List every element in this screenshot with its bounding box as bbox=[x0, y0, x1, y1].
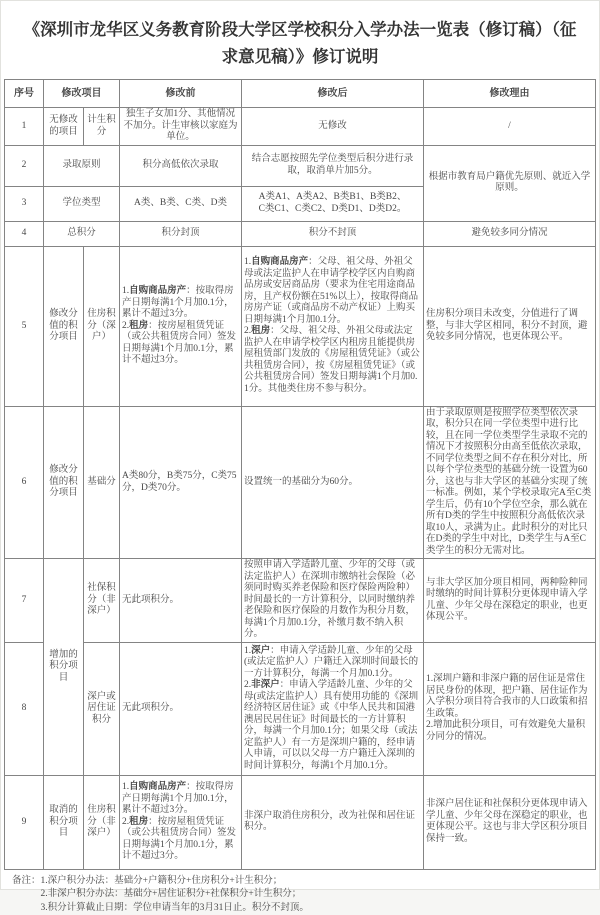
table-cell: 积分封顶 bbox=[120, 221, 242, 246]
notes-label: 备注： bbox=[12, 875, 41, 886]
table-cell: 1.自购商品房产：父母、祖父母、外祖父母或法定监护人在申请学校学区内自购商品房或安居商品房（要求为住宅用途商品房，且产权份额在51%以上），按取得商品房房产证（或商品房不动产权证）上购买日期每满1个月加0.1分。 2.租房：父母、祖父母、外祖父母或法定监护人在申请学校学区内租房且能提供房屋租赁部门发放的《房屋租赁凭证》（或公共租赁房合同），按《房屋租赁凭证》（或公共租赁房合同）签发日期每满1个月加0.1分。其他类住房不参与积分。 bbox=[242, 246, 424, 406]
table-cell: 积分高低依次录取 bbox=[120, 145, 242, 186]
table-cell: 7 bbox=[5, 559, 44, 643]
table-cell: 2 bbox=[5, 145, 44, 186]
table-row bbox=[5, 406, 596, 559]
table-cell: A类、B类、C类、D类 bbox=[120, 186, 242, 221]
table-cell: 独生子女加1分、其他情况不加分。计生审核以家庭为单位。 bbox=[120, 108, 242, 146]
table-cell: 与非大学区加分项目相同，两种险种同时缴纳的时间计算积分更体现申请入学儿童、少年父母在深稳定的职业，也更体现公平。 bbox=[424, 559, 596, 643]
table-cell: 8 bbox=[5, 642, 44, 775]
table-cell: 设置统一的基础分为60分。 bbox=[242, 406, 424, 559]
table-cell: / bbox=[424, 108, 596, 146]
note-item: 3.积分计算截止日期：学位申请当年的3月31日止。积分不封顶。 bbox=[40, 902, 309, 913]
table-row bbox=[5, 108, 596, 146]
table-cell: 住房积分（非深户） bbox=[84, 775, 120, 869]
column-header-after: 修改后 bbox=[242, 80, 424, 108]
table-cell: 社保积分（非深户） bbox=[84, 559, 120, 643]
table-cell: 非深户取消住房积分，改为社保和居住证积分。 bbox=[242, 775, 424, 869]
note-item: 1.深户积分办法：基础分+户籍积分+住房积分+计生积分； bbox=[40, 875, 283, 886]
table-cell: 非深户居住证和社保积分更体现申请入学儿童、少年父母在深稳定的职业，也更体现公平。这也与非大学区积分项目保持一致。 bbox=[424, 775, 596, 869]
table-cell: 学位类型 bbox=[44, 186, 120, 221]
table-row bbox=[5, 145, 596, 186]
table-cell: 录取原则 bbox=[44, 145, 120, 186]
table-cell: 按照申请入学适龄儿童、少年的父母（或法定监护人）在深圳市缴纳社会保险（必须同时购买养老保险和医疗保险两险种）时间最长的一方计算积分，以同时缴纳养老保险和医疗保险的月数作为积分月数，每满1个月加0.1分，补缴月数不纳入积分。 bbox=[242, 559, 424, 643]
table-row bbox=[5, 246, 596, 406]
note-item: 2.非深户积分办法：基础分+居住证积分+社保积分+计生积分； bbox=[40, 889, 302, 900]
revision-table bbox=[4, 79, 596, 870]
table-cell: 1.深圳户籍和非深户籍的居住证是常住居民身份的体现，把户籍、居住证作为入学积分项目符合我市的人口政策和招生政策。 2.增加此积分项目，可有效避免大量积分同分的情况。 bbox=[424, 642, 596, 775]
table-cell: 避免较多同分情况 bbox=[424, 221, 596, 246]
table-row bbox=[5, 559, 596, 643]
table-cell: 积分不封顶 bbox=[242, 221, 424, 246]
notes-items bbox=[41, 875, 309, 915]
table-cell: 计生积分 bbox=[84, 108, 120, 146]
column-header-reason: 修改理由 bbox=[424, 80, 596, 108]
header-row bbox=[5, 80, 596, 108]
notes bbox=[12, 875, 596, 915]
table-cell: 根据市教育局户籍优先原则、就近入学原则。 bbox=[424, 145, 596, 221]
table-cell: 无此项积分。 bbox=[120, 642, 242, 775]
table-cell: 修改分值的积分项目 bbox=[44, 406, 84, 559]
table-row bbox=[5, 775, 596, 869]
column-header-item: 修改项目 bbox=[44, 80, 120, 108]
table-cell: 1.自购商品房产：按取得房产日期每满1个月加0.1分，累计不超过3分。 2.租房：按房屋租赁凭证（或公共租赁房合同）签发日期每满1个月加0.1分，累计不超过3分。 bbox=[120, 775, 242, 869]
table-cell: 无修改的项目 bbox=[44, 108, 84, 146]
table-cell: 结合志愿按照先学位类型后积分进行录取，取消单片加5分。 bbox=[242, 145, 424, 186]
table-cell: 取消的积分项目 bbox=[44, 775, 84, 869]
table-cell: 住房积分项目未改变，分值进行了调整，与非大学区相同，积分不封顶，避免较多同分情况，也更体现公平。 bbox=[424, 246, 596, 406]
table-cell: 增加的积分项目 bbox=[44, 559, 84, 776]
table-cell: 5 bbox=[5, 246, 44, 406]
table-cell: 无此项积分。 bbox=[120, 559, 242, 643]
table-cell: 9 bbox=[5, 775, 44, 869]
table-row bbox=[5, 642, 596, 775]
table-cell: 修改分值的积分项目 bbox=[44, 246, 84, 406]
table-cell: 住房积分（深户） bbox=[84, 246, 120, 406]
table-cell: 深户或居住证积分 bbox=[84, 642, 120, 775]
table-row bbox=[5, 221, 596, 246]
table-cell: 1.深户：申请入学适龄儿童、少年的父母(或法定监护人）户籍迁入深圳时间最长的一方计算积分，每满一个月加0.1分。 2.非深户：申请入学适龄儿童、少年的父母(或法定监护人）具有使用功能的《深圳经济特区居住证》或《中华人民共和国港澳居民居住证》时间最长的一方计算积分，每满一个月加0.1分；如果父母（或法定监护人）有一方是深圳户籍的，经申请人申请，可以以父母一方户籍迁入深圳的时间计算积分，每满1个月加0.1分。 bbox=[242, 642, 424, 775]
table-cell: 6 bbox=[5, 406, 44, 559]
table-cell: 由于录取原则是按照学位类型依次录取，积分只在同一学位类型中进行比较，且在同一学位类型学生录取不完的情况下才按照积分由高至低依次录取，不同学位类型之间不存在积分对比，所以每个学位类型的基础分统一设置为60分，这也与非大学区的基础分实现了统一标准。例如，某个学校录取完A至C类学生后，仍有10个学位空余，那么就在所有D类的学生中按照积分高低依次录取10人，录满为止。此时积分的对比只在D类的学生中对比，D类学生与A至C类学生的积分无需对比。 bbox=[424, 406, 596, 559]
table-cell: 总积分 bbox=[44, 221, 120, 246]
table-cell: 1.自购商品房产：按取得房产日期每满1个月加0.1分，累计不超过3分。 2.租房：按房屋租赁凭证（或公共租赁房合同）签发日期每满1个月加0.1分，累计不超过3分。 bbox=[120, 246, 242, 406]
document-title: 《深圳市龙华区义务教育阶段大学区学校积分入学办法一览表（修订稿）（征求意见稿）》修订说明 bbox=[23, 20, 577, 66]
table-cell: 基础分 bbox=[84, 406, 120, 559]
table-cell: A类A1、A类A2、B类B1、B类B2、 C类C1、C类C2、D类D1、D类D2。 bbox=[242, 186, 424, 221]
table-cell: 4 bbox=[5, 221, 44, 246]
column-header-index: 序号 bbox=[5, 80, 44, 108]
table-cell: A类80分，B类75分，C类75分，D类70分。 bbox=[120, 406, 242, 559]
table-cell: 3 bbox=[5, 186, 44, 221]
column-header-before: 修改前 bbox=[120, 80, 242, 108]
table-cell: 1 bbox=[5, 108, 44, 146]
table-cell: 无修改 bbox=[242, 108, 424, 146]
